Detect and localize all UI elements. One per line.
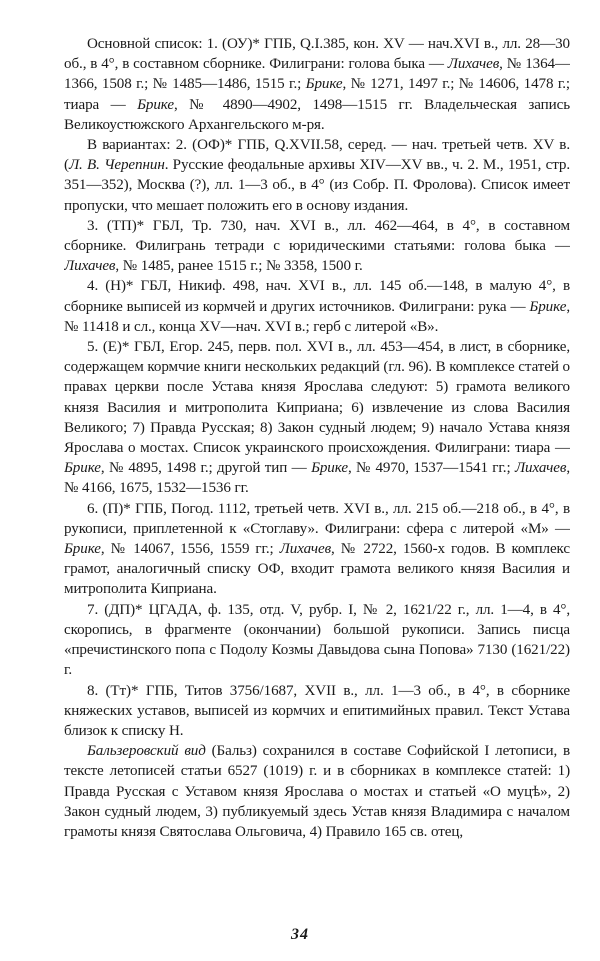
author-ref: Брике [529,298,567,315]
text-run: (Бальз) сохранился в составе Софийской I летописи, в тексте летописей статьи 6527 (1019) г. и в сборниках в комплексе статей: 1) Правда Русская с Уставом князя Ярослава о мостах и статьей «О муцѣ», 2) Закон судный людем, 3) публикуемый здесь Устав князя Владимира с началом грамоты князя Святослава Ольговича, 4) Правило 165 св. отец, [64,743,570,840]
page-number: 34 [291,926,309,943]
text-run: , № 1485, ранее 1515 г.; № 3358, 1500 г. [115,258,363,275]
author-ref: Л. В. Черепнин [68,157,165,174]
author-ref: Лихачев [447,56,500,73]
paragraph-copy-4 [64,276,570,337]
author-ref: Лихачев [279,541,332,558]
page-body [64,34,570,924]
text-run: 7. (ДП)* ЦГАДА, ф. 135, отд. V, рубр. I, № 2, 1621/22 г., лл. 1—4, в 4°, скоропись, в фрагменте (окончании) большой рукописи. Запись писца «пречистинского попа с Подолу Козмы Давыдова сына Попова» 7130 (1621/22) г. [64,601,570,679]
author-ref: Лихачев [64,258,116,275]
author-ref: Брике [64,460,101,477]
text-run: 6. (П)* ГПБ, Погод. 1112, третьей четв. XVI в., лл. 215 об.—218 об., в 4°, в рукописи, приплетенной к «Стоглаву». Филиграни: сфера с литерой «М» — [64,500,570,537]
author-ref: Лихачев [514,460,567,477]
paragraph-copy-7 [64,600,570,681]
text-run: . Русские феодальные архивы XIV—XV вв., ч. 2. М., 1951, стр. 351—352), Москва (?), лл. 1—3 об., в 4° (из Собр. П. Фролова). Список имеет пропуски, что мешает положить его в основу издания. [64,157,570,214]
text-run: , № 1364—1366, 1508 г.; № 1485—1486, 1515 г.; [64,56,570,93]
text-run: Основной список: 1. (ОУ)* ГПБ, Q.I.385, кон. XV — нач.XVI в., лл. 28—30 об., в 4°, в составном сборнике. Филиграни: голова быка — [64,36,570,73]
text-run: , № 4895, 1498 г.; другой тип — [100,460,312,477]
paragraph-copy-6 [64,499,570,600]
text-run: , № 2722, 1560-х годов. В комплекс грамот, аналогичный списку ОФ, входит грамота великого князя Василия и митрополита Киприана. [64,541,570,598]
paragraph-copy-5 [64,337,570,499]
text-run: 4. (Н)* ГБЛ, Никиф. 498, нач. XVI в., лл. 145 об.—148, в малую 4°, в сборнике выписей из кормчей и других источников. Филиграни: рука — [64,278,570,315]
author-ref: Брике [137,96,174,113]
text-run: , № 14067, 1556, 1559 гг.; [100,541,280,558]
paragraph-variants [64,135,570,216]
text-run: , № 4166, 1675, 1532—1536 гг. [64,460,570,497]
text-run: В вариантах: 2. (ОФ)* ГПБ, Q.XVII.58, серед. — нач. третьей четв. XV в. ( [64,137,570,174]
text-run: , № 11418 и сл., конца XV—нач. XVI в.; герб с литерой «В». [64,298,570,335]
paragraph-balzer-view [64,741,570,842]
text-run: 3. (ТП)* ГБЛ, Тр. 730, нач. XVI в., лл. 462—464, в 4°, в составном сборнике. Филигрань тетради с юридическими статьями: голова быка — [64,217,570,255]
term-italic: Бальзеровский вид [87,743,206,760]
author-ref: Брике [311,460,348,477]
text-run: , № 4970, 1537—1541 гг.; [347,460,515,477]
paragraph-copy-8 [64,681,570,742]
paragraph-copy-3 [64,216,570,277]
paragraph-main-copy [64,34,570,135]
text-run: 5. (Е)* ГБЛ, Егор. 245, перв. пол. XVI в., лл. 453—454, в лист, в сборнике, содержащем кормчие книги нескольких редакций (гл. 96). В комплексе статей о правах церкви после Устава князя Ярослава следуют: 5) грамота великого князя Василия и митрополита Киприана; 6) извлечение из слова Василия Великого; 7) Правда Русская; 8) Закон судный людем; 9) начало Устава князя Ярослава о мостах. Список украинского происхождения. Филиграни: тиара — [64,339,570,457]
text-run: , № 1271, 1497 г.; № 14606, 1478 г.; тиара — [64,76,570,113]
text-run: , № 4890—4902, 1498—1515 гг. Владельческая запись Великоустюжского Архангельского м-ря. [64,96,570,133]
author-ref: Брике [305,76,343,93]
author-ref: Брике [64,541,101,558]
text-run: 8. (Тт)* ГПБ, Титов 3756/1687, XVII в., лл. 1—3 об., в 4°, в сборнике княжеских уставов, выписей из кормчих и епитимийных правил. Текст Устава близок к списку Н. [64,682,570,739]
